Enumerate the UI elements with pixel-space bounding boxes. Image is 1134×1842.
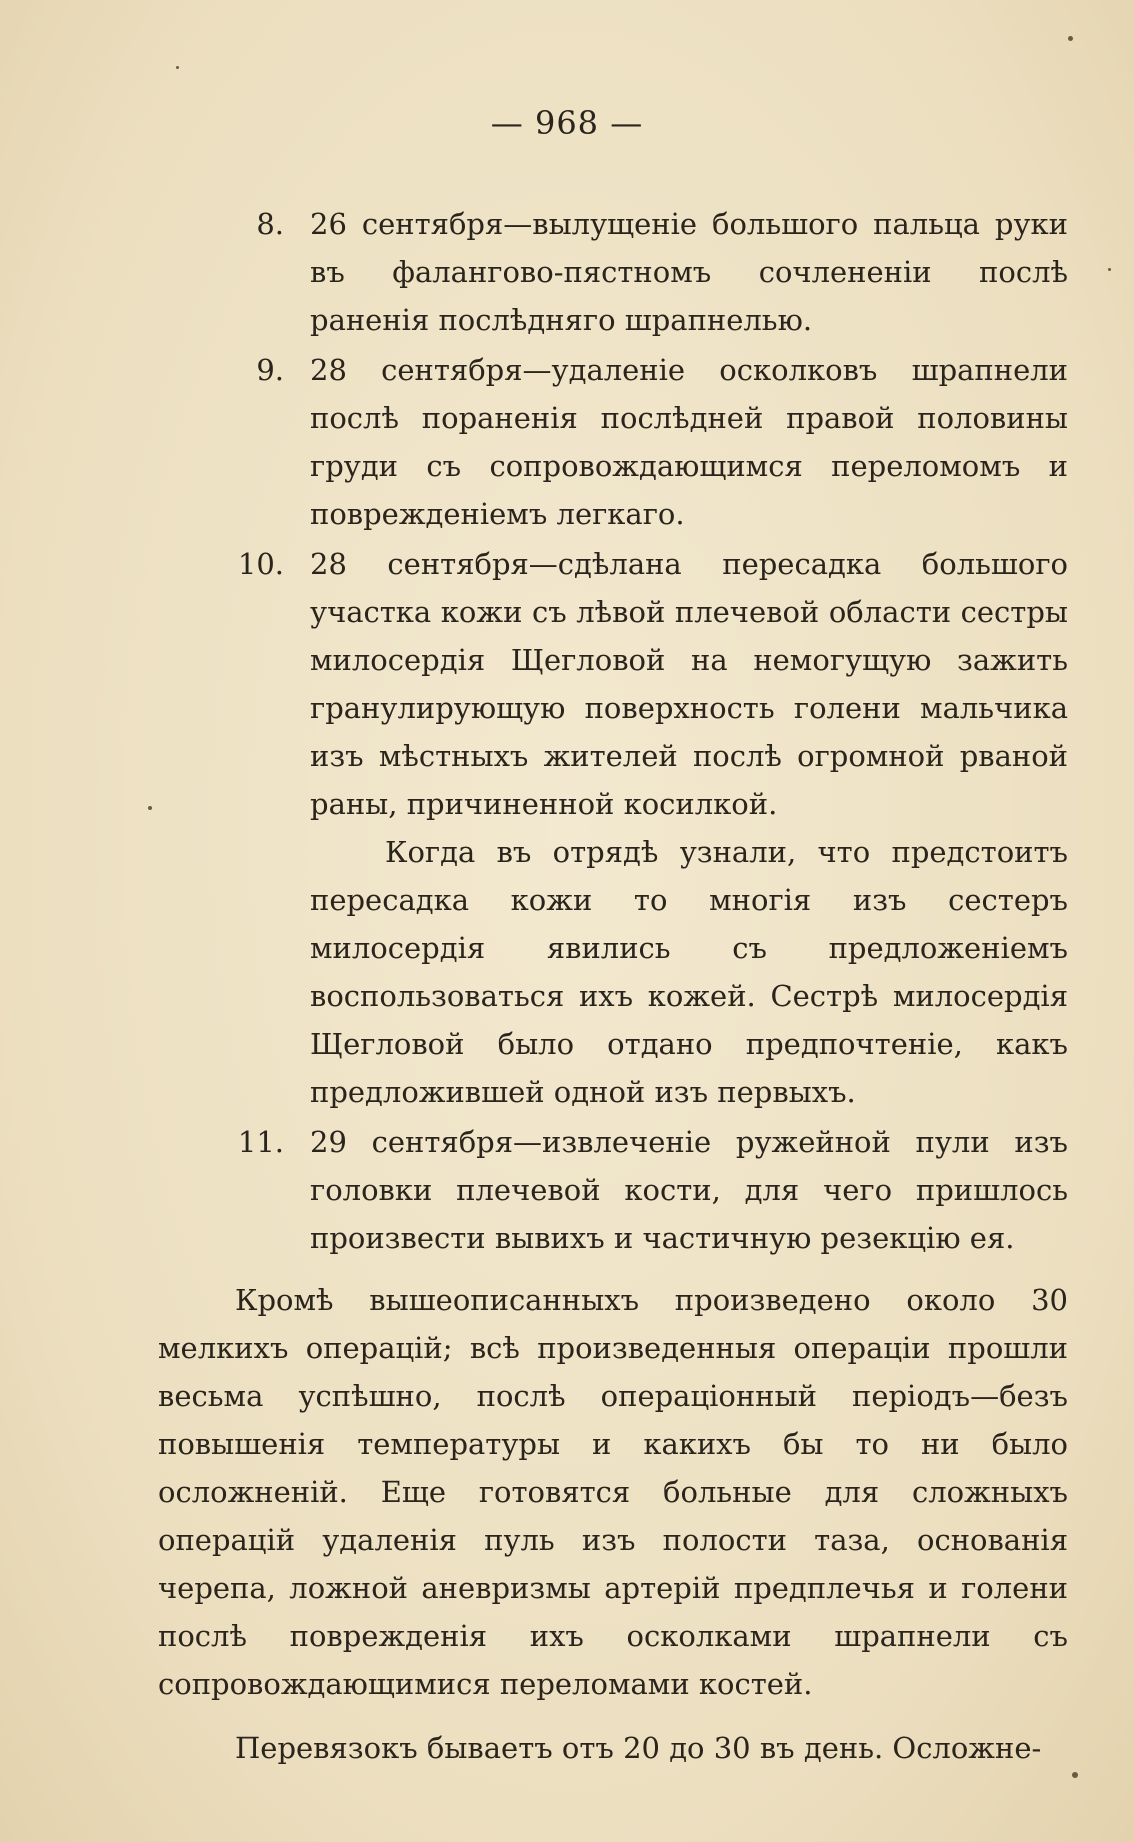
item-number: 9. bbox=[256, 353, 284, 387]
body-paragraph: Перевязокъ бываетъ отъ 20 до 30 въ день. Осложне- bbox=[235, 1731, 1042, 1765]
list-item-11 bbox=[158, 1118, 1068, 1262]
item-number: 11. bbox=[237, 1125, 284, 1159]
body-paragraph: Кромѣ вышеописанныхъ произведено около 30 мелкихъ операцій; всѣ произведенныя операціи прошли весьма успѣшно, послѣ операціонный періодъ—безъ повышенія температуры и какихъ бы то ни было осложненій. Еще готовятся больные для сложныхъ операцій удаленія пуль изъ полости таза, основанія черепа, ложной аневризмы артерій предплечья и голени послѣ поврежденія ихъ осколками шрапнели съ сопровождающимися переломами костей. bbox=[158, 1283, 1068, 1701]
page-number: — 968 — bbox=[490, 104, 644, 142]
paper-speck bbox=[176, 66, 179, 69]
item-text: 29 сентября—извлеченіе ружейной пули изъ головки плечевой кости, для чего пришлось произвести вывихъ и частичную резекцію ея. bbox=[310, 1125, 1068, 1255]
item-text: 28 сентября—удаленіе осколковъ шрапнели послѣ пораненія послѣдней правой половины груди съ сопровождающимся переломомъ и поврежденіемъ легкаго. bbox=[310, 353, 1068, 531]
list-item-9 bbox=[158, 346, 1068, 538]
paper-speck bbox=[1108, 268, 1111, 271]
paper-speck bbox=[1068, 36, 1073, 41]
item-number: 8. bbox=[256, 207, 284, 241]
item-text: 26 сентября—вылущеніе большого пальца руки въ фаланговo-пястномъ сочлененіи послѣ раненія послѣдняго шрапнелью. bbox=[310, 207, 1068, 337]
item-number: 10. bbox=[237, 547, 284, 581]
list-item-10 bbox=[158, 540, 1068, 1116]
page-content bbox=[158, 200, 1068, 1772]
paper-speck bbox=[1072, 1772, 1078, 1778]
item-text: 28 сентября—сдѣлана пересадка большого участка кожи съ лѣвой плечевой области сестры милосердія Щегловой на немогущую зажить гранулирующую поверхность голени мальчика изъ мѣстныхъ жителей послѣ огромной рваной раны, причиненной косилкой. bbox=[310, 547, 1068, 821]
list-item-8 bbox=[158, 200, 1068, 344]
paper-speck bbox=[148, 806, 152, 810]
item-text-continued: Когда въ отрядѣ узнали, что предстоитъ пересадка кожи то многія изъ сестеръ милосердія явились съ предложеніемъ воспользоваться ихъ кожей. Сестрѣ милосердія Щегловой было отдано предпочтеніе, какъ предложившей одной изъ первыхъ. bbox=[310, 835, 1068, 1109]
